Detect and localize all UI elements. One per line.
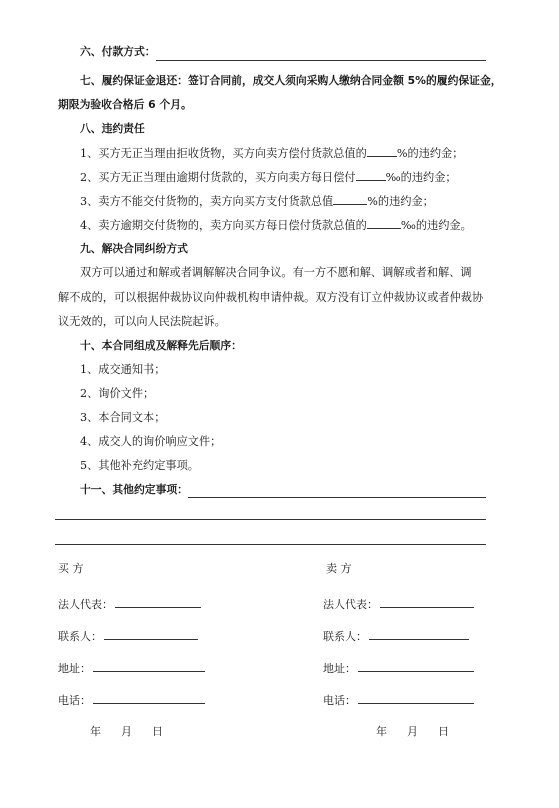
buyer-legal-rep [58,596,201,613]
buyer-address [58,660,205,677]
buyer-phone-field [93,692,205,704]
clause-7-line-1: 七、履约保证金退还：签订合同前，成交人须向采购人缴纳合同金额 5%的履约保证金， [80,74,502,87]
clause-10-item-5: 5、其他补充约定事项。 [80,459,199,472]
clause-8-item-4-suffix: ‰的违约金。 [400,219,472,232]
clause-11-label: 十一、其他约定事项： [80,483,188,496]
seller-date-year: 年 [376,725,387,738]
clause-9-line-2: 解不成的，可以根据仲裁协议向仲裁机构申请仲裁。双方没有订立仲裁协议或者仲裁协 [58,291,484,304]
seller-phone-field [358,692,474,704]
buyer-legal-rep-field [115,596,201,608]
seller-title: 卖 方 [326,562,352,575]
clause-8-item-1-suffix: %的违约金； [396,147,464,160]
clause-10-item-4: 4、成交人的询价响应文件； [80,435,222,448]
blank-field [356,169,386,181]
clause-10-item-3: 3、本合同文本； [80,411,166,424]
clause-8-item-3-suffix: %的违约金； [367,195,434,208]
other-terms-blank-1 [188,497,486,498]
other-terms-blank-2 [55,519,486,520]
clause-8-item-2-text: 2、买方无正当理由逾期付货款的，买方向卖方每日偿付 [80,171,356,184]
clause-8-item-1-text: 1、买方无正当理由拒收货物，买方向卖方偿付货款总值的 [80,147,367,160]
clause-7-line-2: 期限为验收合格后 6 个月。 [58,98,192,111]
seller-phone-label: 电话： [323,694,356,707]
blank-field [333,193,367,205]
buyer-date-month: 月 [121,725,132,738]
seller-contact-label: 联系人： [323,630,367,643]
clause-8-item-2-suffix: ‰的违约金； [385,171,457,184]
blank-field [367,145,397,157]
seller-contact [323,628,469,645]
clause-10-item-1: 1、成交通知书； [80,363,166,376]
clause-8-item-4 [80,217,472,234]
other-terms-blank-3 [55,544,486,545]
payment-method-blank [156,60,486,61]
seller-address [323,660,474,677]
clause-10-item-2: 2、询价文件； [80,387,155,400]
seller-date-month: 月 [407,725,418,738]
clause-9-line-3: 议无效的，可以向人民法院起诉。 [58,315,226,328]
clause-8-item-3 [80,193,434,210]
clause-8-item-4-text: 4、卖方逾期交付货物的，卖方向买方每日偿付货款总值的 [80,219,367,232]
buyer-address-label: 地址： [58,662,91,675]
clause-6-label [80,44,156,60]
buyer-date-year: 年 [90,725,101,738]
seller-legal-rep-field [380,596,474,608]
clause-8-item-3-text: 3、卖方不能交付货物的，卖方向买方支付货款总值 [80,195,334,208]
clause-6-text: 六、付款方式： [80,45,156,58]
clause-8-title: 八、违约责任 [80,122,145,135]
seller-phone [323,692,474,709]
clause-10-title: 十、本合同组成及解释先后顺序： [80,339,242,352]
buyer-date [90,724,163,740]
buyer-contact [58,628,198,645]
clause-9-title: 九、解决合同纠纷方式 [80,242,188,255]
seller-date-day: 日 [438,725,449,738]
buyer-phone-label: 电话： [58,694,91,707]
buyer-title: 买 方 [58,562,84,575]
clause-8-item-2 [80,169,457,186]
buyer-legal-rep-label: 法人代表： [58,598,113,611]
seller-address-field [358,660,474,672]
seller-legal-rep-label: 法人代表： [323,598,378,611]
blank-field [367,217,401,229]
buyer-phone [58,692,205,709]
seller-address-label: 地址： [323,662,356,675]
buyer-contact-label: 联系人： [58,630,102,643]
seller-date [376,724,449,740]
buyer-contact-field [104,628,198,640]
clause-8-item-1 [80,145,463,162]
buyer-address-field [93,660,205,672]
seller-legal-rep [323,596,474,613]
buyer-date-day: 日 [152,725,163,738]
clause-9-line-1: 双方可以通过和解或者调解解决合同争议。有一方不愿和解、调解或者和解、调 [80,266,472,279]
seller-contact-field [369,628,469,640]
